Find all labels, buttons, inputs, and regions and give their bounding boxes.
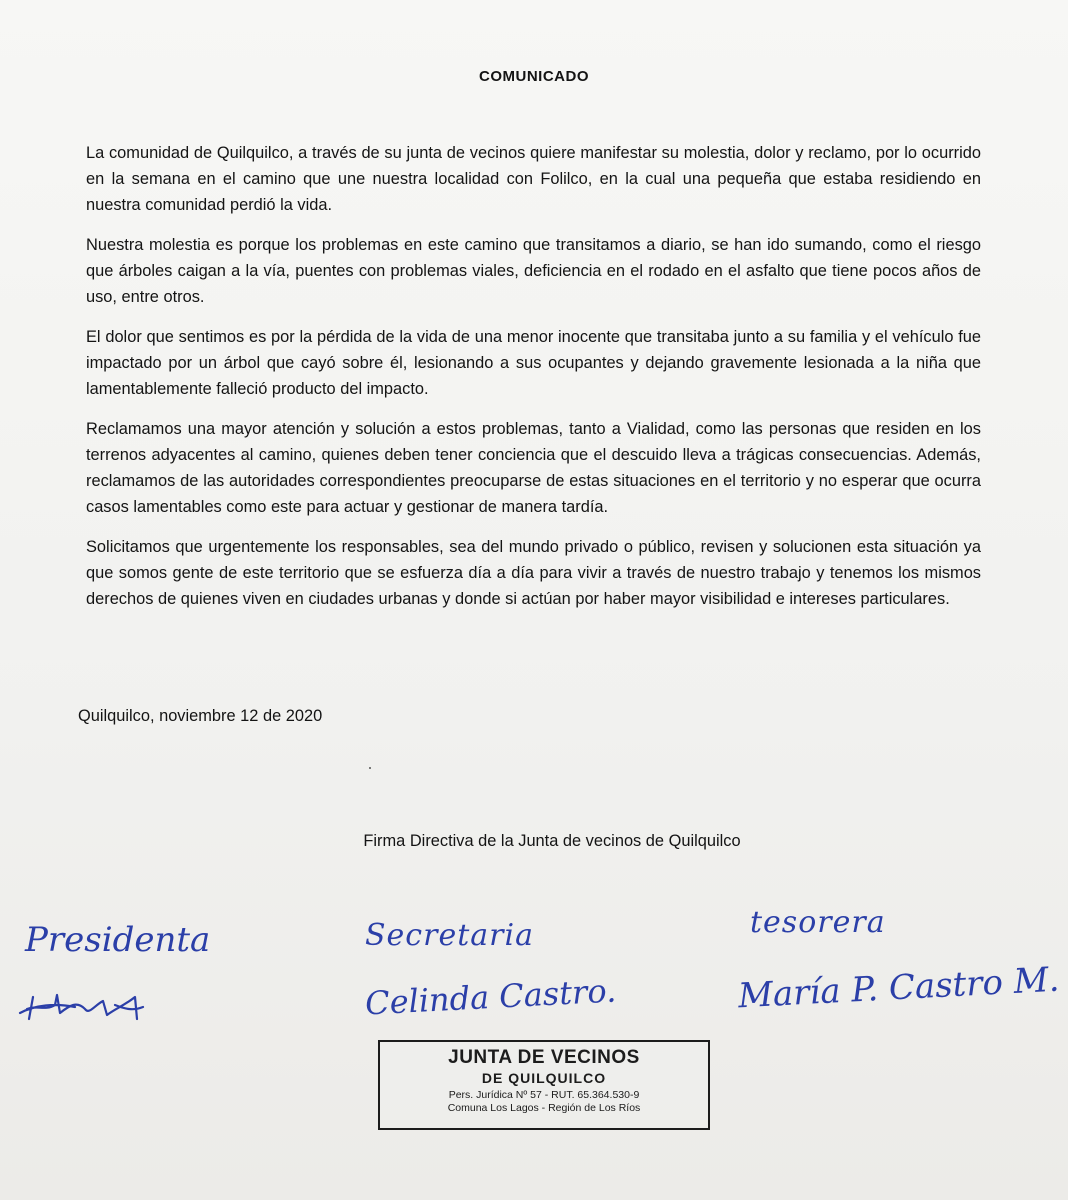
- stamp-line-2: DE QUILQUILCO: [481, 1070, 607, 1086]
- document-body: [86, 140, 981, 626]
- secretaria-role-handwritten: Secretaria: [365, 918, 534, 953]
- stamp-line-1: JUNTA DE VECINOS: [448, 1047, 640, 1068]
- paragraph-dolor: El dolor que sentimos es por la pérdida de la vida de una menor inocente que transitaba junto a su familia y el vehículo fue impactado por un árbol que cayó sobre él, lesionando a sus ocupantes y dejando gravemente lesionada a la niña que lamentablemente falleció producto del impacto.: [86, 328, 981, 398]
- paragraph-reclamo: Reclamamos una mayor atención y solución a estos problemas, tanto a Vialidad, como las personas que residen en los terrenos adyacentes al camino, quienes deben tener conciencia que el descuido lleva a trágicas consecuencias. Además, reclamamos de las autoridades correspondientes preocuparse de estas situaciones en el territorio y no esperar que ocurra casos lamentables como este para actuar y gestionar de manera tardía.: [86, 420, 981, 516]
- stamp-line-3: Pers. Jurídica Nº 57 - RUT. 65.364.530-9: [448, 1089, 640, 1101]
- presidenta-role-handwritten: Presidenta: [25, 920, 211, 960]
- stamp-line-4: Comuna Los Lagos - Región de Los Ríos: [447, 1102, 641, 1114]
- paragraph-intro: La comunidad de Quilquilco, a través de su junta de vecinos quiere manifestar su molestia, dolor y reclamo, por lo ocurrido en la semana en el camino que une nuestra localidad con Folilco, en la cual una pequeña que estaba residiendo en nuestra comunidad perdió la vida.: [86, 144, 981, 214]
- paragraph-molestia: Nuestra molestia es porque los problemas en este camino que transitamos a diario, se han ido sumando, como el riesgo que árboles caigan a la vía, puentes con problemas viales, deficiencia en el rodado en el asfalto que tiene pocos años de uso, entre otros.: [86, 236, 981, 306]
- stray-ink-dot: [369, 767, 371, 769]
- organization-stamp: [378, 1040, 710, 1130]
- tesorera-role-handwritten: tesorera: [750, 905, 886, 940]
- tesorera-signature: María P. Castro M.: [737, 959, 1061, 1017]
- document-title: COMUNICADO: [479, 68, 589, 85]
- date-line: Quilquilco, noviembre 12 de 2020: [78, 707, 323, 725]
- secretaria-signature: Celinda Castro.: [364, 971, 618, 1023]
- paragraph-solicitud: Solicitamos que urgentemente los responsables, sea del mundo privado o público, revisen y solucionen esta situación ya que somos gente de este territorio que se esfuerza día a día para vivir a través de nuestro trabajo y tenemos los mismos derechos de quienes viven en ciudades urbanas y donde si actúan por haber mayor visibilidad e intereses particulares.: [86, 538, 981, 608]
- signature-heading: Firma Directiva de la Junta de vecinos de Quilquilco: [363, 832, 741, 850]
- presidenta-signature-scribble: [15, 975, 165, 1030]
